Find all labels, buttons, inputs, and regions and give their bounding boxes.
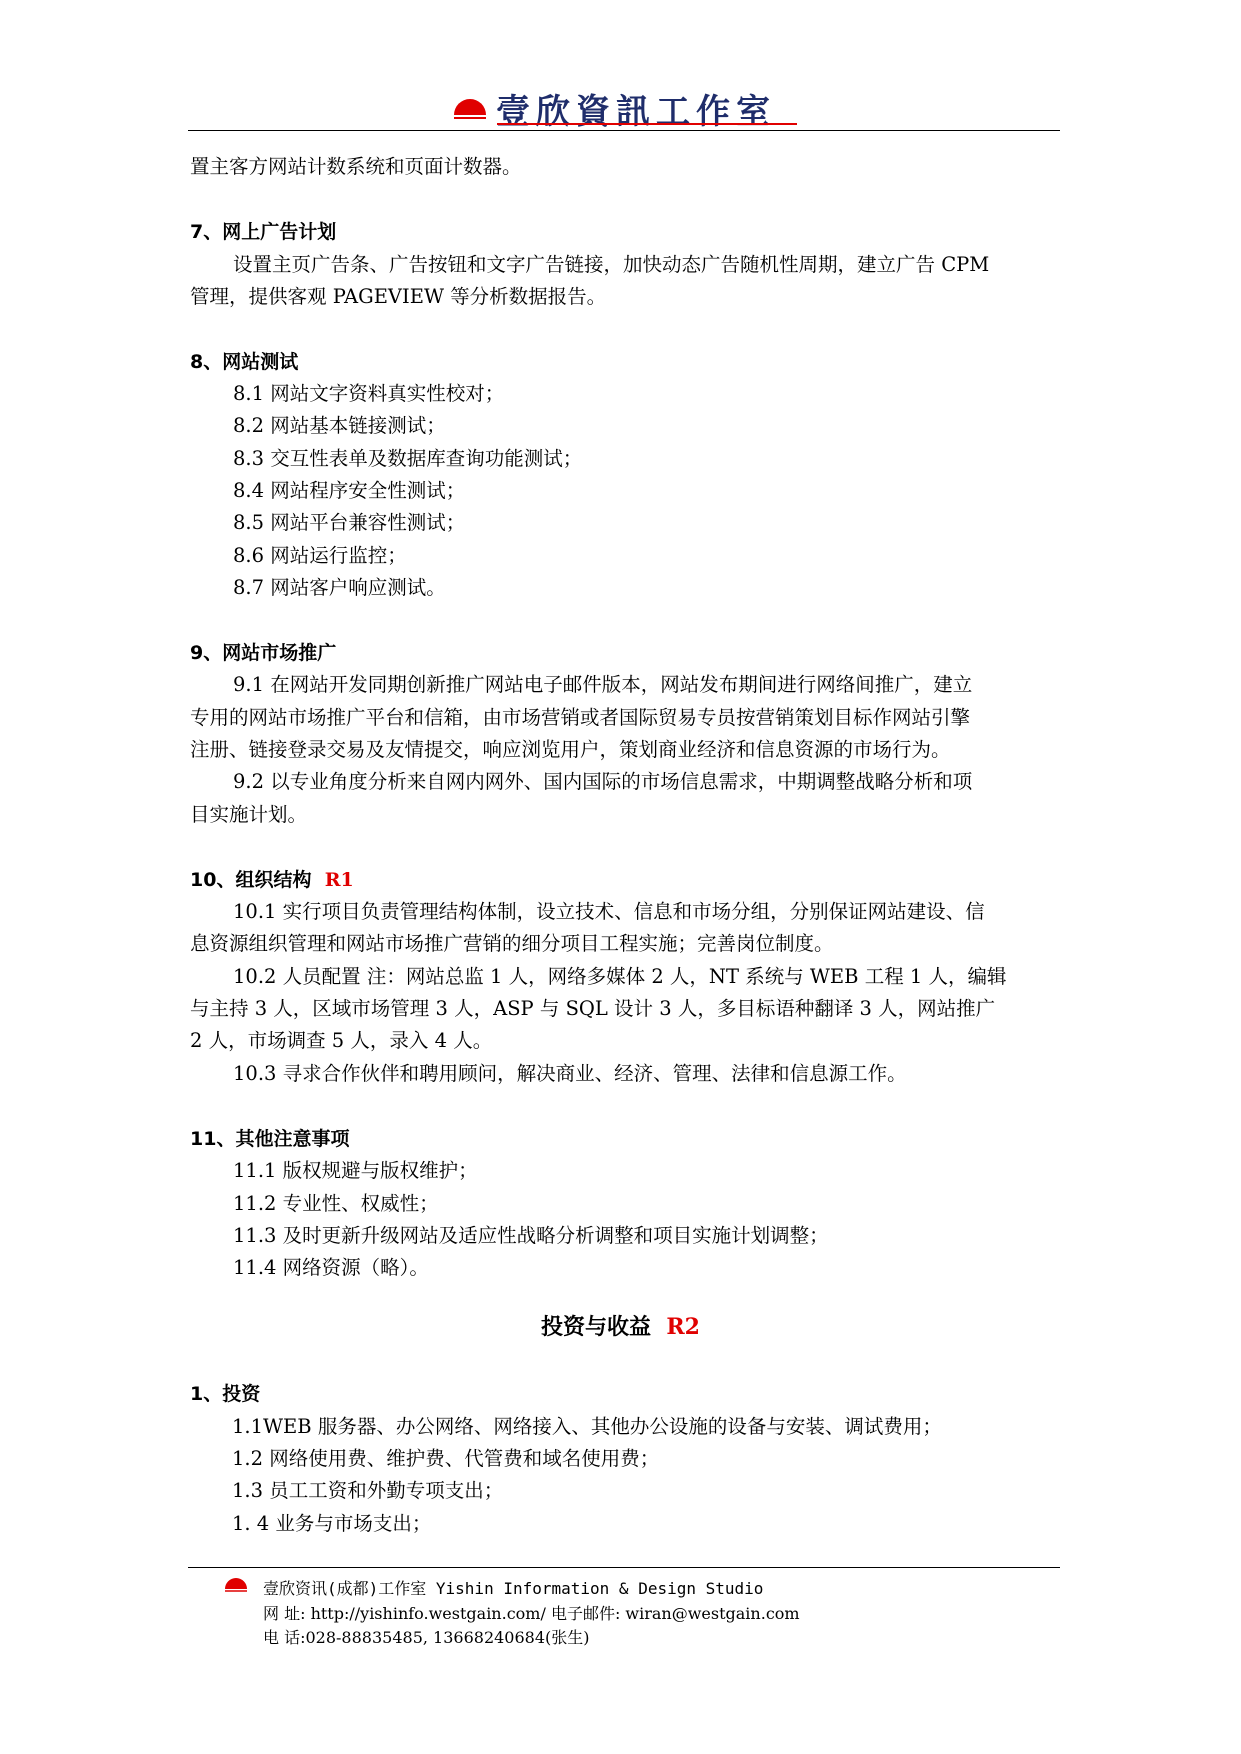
- investment-heading: [0, 1310, 1241, 1341]
- section-8-item: 8.3 交互性表单及数据库查询功能测试；: [233, 447, 583, 470]
- section-10-heading: [190, 864, 354, 896]
- footer-web-label: 网 址:: [263, 1604, 306, 1623]
- section-9-line: 9.1 在网站开发同期创新推广网站电子邮件版本，网站发布期间进行网络间推广，建立: [233, 673, 973, 696]
- footer-web-row: [263, 1601, 800, 1624]
- section-8-item: 8.4 网站程序安全性测试；: [233, 479, 466, 502]
- section-9-title: 9、网站市场推广: [190, 642, 337, 664]
- footer-sun-icon: [224, 1575, 248, 1593]
- footer-company: 壹欣资讯(成都)工作室 Yishin Information & Design Studio: [263, 1579, 764, 1598]
- section-10-line: 息资源组织管理和网站市场推广营销的细分项目工程实施；完善岗位制度。: [190, 932, 834, 955]
- investment-item: 1.3 员工工资和外勤专项支出；: [232, 1479, 504, 1502]
- section-7-line-2: 管理，提供客观 PAGEVIEW 等分析数据报告。: [190, 285, 607, 308]
- section-10-line: 与主持 3 人，区域市场管理 3 人，ASP 与 SQL 设计 3 人，多目标语种翻译 3 人，网站推广: [190, 997, 996, 1020]
- section-9-line: 专用的网站市场推广平台和信箱，由市场营销或者国际贸易专员按营销策划目标作网站引擎: [190, 706, 971, 729]
- footer-web-value: http://yishinfo.westgain.com/ 电子邮件: wiran@westgain.com: [305, 1604, 800, 1623]
- section-10-line: 10.3 寻求合作伙伴和聘用顾问，解决商业、经济、管理、法律和信息源工作。: [233, 1062, 907, 1085]
- section-8-item: 8.1 网站文字资料真实性校对；: [233, 382, 505, 405]
- section-9-line: 9.2 以专业角度分析来自网内网外、国内国际的市场信息需求，中期调整战略分析和项: [233, 770, 973, 793]
- section-11-item: 11.3 及时更新升级网站及适应性战略分析调整和项目实施计划调整；: [233, 1224, 829, 1247]
- header-rule: [188, 130, 1060, 131]
- intro-text: 置主客方网站计数系统和页面计数器。: [190, 155, 522, 178]
- section-10-mark: R1: [324, 869, 354, 891]
- footer-tel-row: [263, 1625, 590, 1648]
- logo-text: 壹欣資訊工作室: [496, 91, 776, 132]
- section-9-line: 目实施计划。: [190, 803, 308, 826]
- footer-tel-value: 028-88835485, 13668240684(张生): [305, 1628, 590, 1647]
- section-8-item: 8.2 网站基本链接测试；: [233, 414, 446, 437]
- investment-item: 1. 4 业务与市场支出；: [232, 1512, 432, 1535]
- section-11-item: 11.2 专业性、权威性；: [233, 1192, 439, 1215]
- header-logo-underline: [497, 123, 797, 125]
- section-10-line: 10.2 人员配置 注：网站总监 1 人，网络多媒体 2 人，NT 系统与 WEB 工程 1 人，编辑: [233, 965, 1007, 988]
- section-7-title: 7、网上广告计划: [190, 221, 337, 243]
- section-8-item: 8.6 网站运行监控；: [233, 544, 407, 567]
- section-11-title: 11、其他注意事项: [190, 1128, 350, 1150]
- section-8-title: 8、网站测试: [190, 351, 299, 373]
- investment-sub-title: 1、投资: [190, 1383, 261, 1405]
- footer-tel-label: 电 话:: [263, 1628, 306, 1647]
- section-10-line: 10.1 实行项目负责管理结构体制，设立技术、信息和市场分组，分别保证网站建设、信: [233, 900, 985, 923]
- investment-item: 1.1WEB 服务器、办公网络、网络接入、其他办公设施的设备与安装、调试费用；: [232, 1415, 942, 1438]
- footer-rule: [188, 1567, 1060, 1568]
- section-10-title: 10、组织结构: [190, 869, 312, 891]
- section-10-line: 2 人，市场调查 5 人，录入 4 人。: [190, 1029, 493, 1052]
- section-8-item: 8.5 网站平台兼容性测试；: [233, 511, 466, 534]
- section-8-item: 8.7 网站客户响应测试。: [233, 576, 446, 599]
- section-9-line: 注册、链接登录交易及友情提交，响应浏览用户，策划商业经济和信息资源的市场行为。: [190, 738, 951, 761]
- investment-mark: R2: [666, 1314, 700, 1340]
- section-11-item: 11.4 网络资源（略）。: [233, 1256, 429, 1279]
- sun-logo-icon: [452, 93, 488, 123]
- investment-title: 投资与收益: [541, 1315, 652, 1340]
- section-11-item: 11.1 版权规避与版权维护；: [233, 1159, 478, 1182]
- section-7-line-1: 设置主页广告条、广告按钮和文字广告链接，加快动态广告随机性周期，建立广告 CPM: [233, 253, 990, 276]
- investment-item: 1.2 网络使用费、维护费、代管费和域名使用费；: [232, 1447, 660, 1470]
